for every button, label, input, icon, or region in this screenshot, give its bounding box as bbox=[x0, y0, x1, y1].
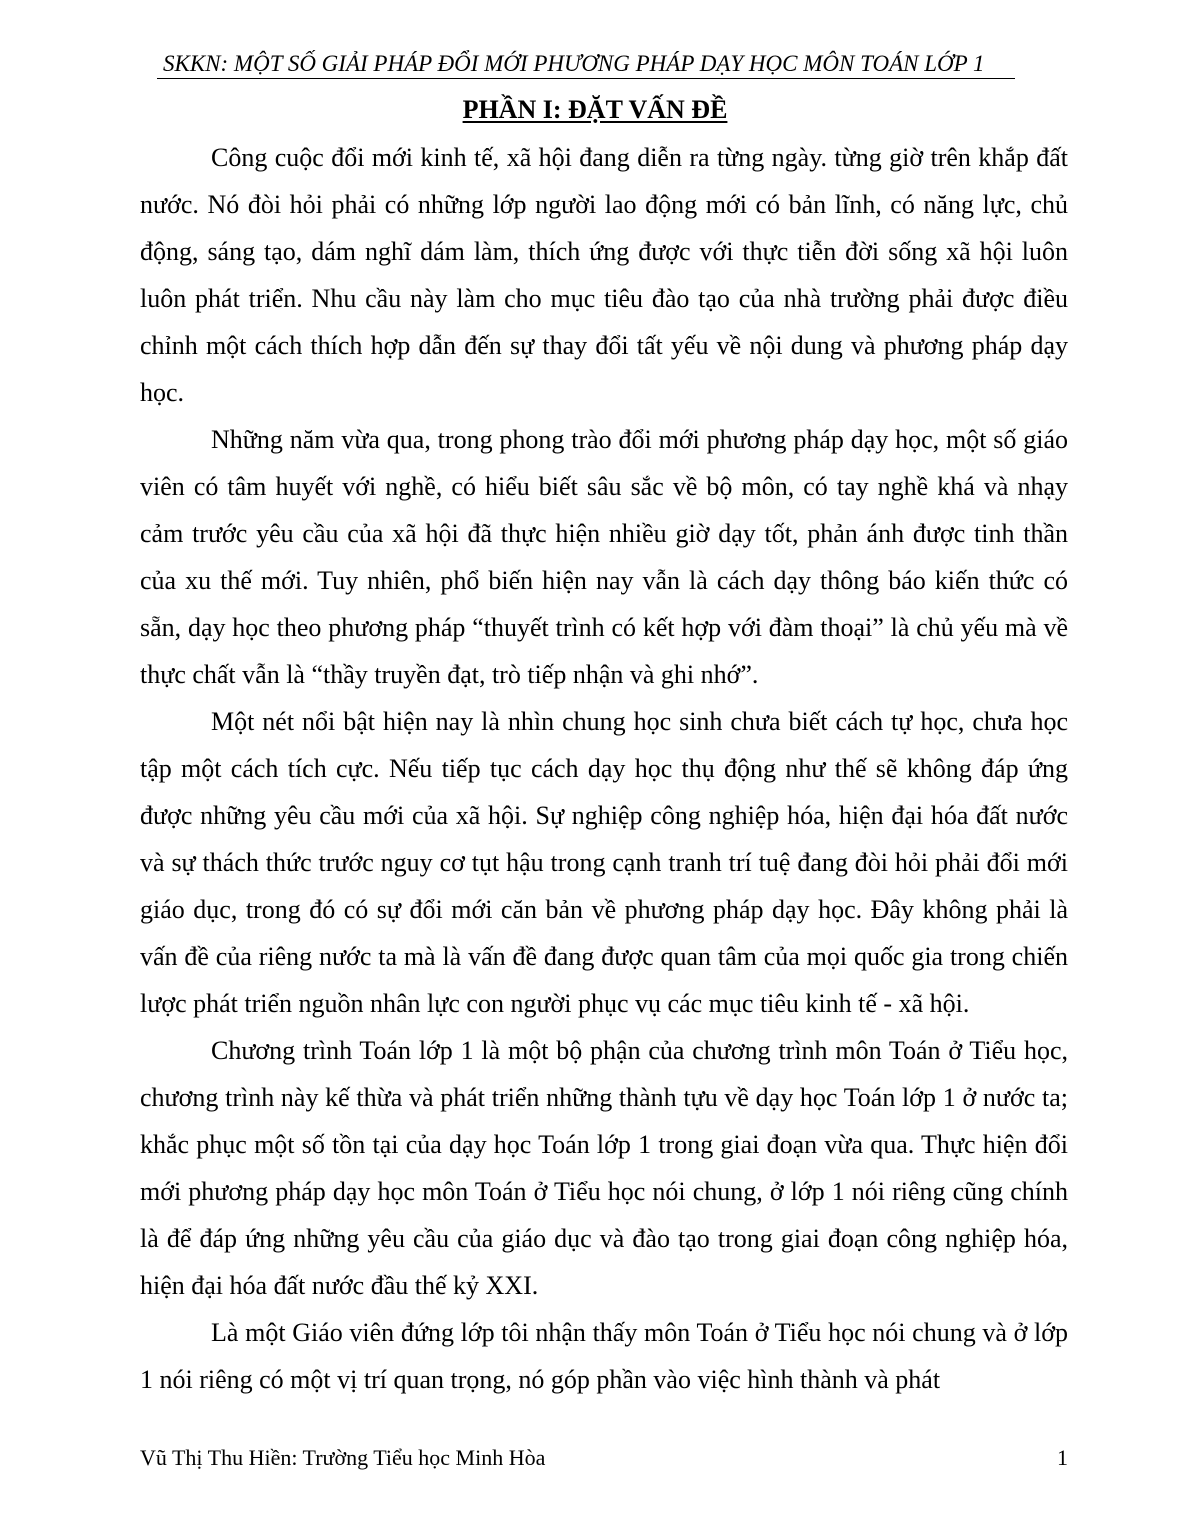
paragraph-4: Chương trình Toán lớp 1 là một bộ phận của chương trình môn Toán ở Tiểu học, chương trình này kế thừa và phát triển những thành tựu về dạy học Toán lớp 1 ở nước ta; khắc phục một số tồn tại của dạy học Toán lớp 1 trong giai đoạn vừa qua. Thực hiện đổi mới phương pháp dạy học môn Toán ở Tiểu học nói chung, ở lớp 1 nói riêng cũng chính là để đáp ứng những yêu cầu của giáo dục và đào tạo trong giai đoạn công nghiệp hóa, hiện đại hóa đất nước đầu thế kỷ XXI. bbox=[140, 1036, 1068, 1300]
paragraph-2: Những năm vừa qua, trong phong trào đổi mới phương pháp dạy học, một số giáo viên có tâm huyết với nghề, có hiểu biết sâu sắc về bộ môn, có tay nghề khá và nhạy cảm trước yêu cầu của xã hội đã thực hiện nhiều giờ dạy tốt, phản ánh được tinh thần của xu thế mới. Tuy nhiên, phổ biến hiện nay vẫn là cách dạy thông báo kiến thức có sẵn, dạy học theo phương pháp “thuyết trình có kết hợp với đàm thoại” là chủ yếu mà về thực chất vẫn là “thầy truyền đạt, trò tiếp nhận và ghi nhớ”. bbox=[140, 425, 1068, 689]
running-header: SKKN: MỘT SỐ GIẢI PHÁP ĐỔI MỚI PHƯƠNG PHÁP DẠY HỌC MÔN TOÁN LỚP 1 bbox=[157, 50, 1015, 79]
section-title bbox=[0, 92, 1190, 128]
paragraph-5: Là một Giáo viên đứng lớp tôi nhận thấy môn Toán ở Tiểu học nói chung và ở lớp 1 nói riêng có một vị trí quan trọng, nó góp phần vào việc hình thành và phát bbox=[140, 1318, 1068, 1394]
paragraph-3: Một nét nổi bật hiện nay là nhìn chung học sinh chưa biết cách tự học, chưa học tập một cách tích cực. Nếu tiếp tục cách dạy học thụ động như thế sẽ không đáp ứng được những yêu cầu mới của xã hội. Sự nghiệp công nghiệp hóa, hiện đại hóa đất nước và sự thách thức trước nguy cơ tụt hậu trong cạnh tranh trí tuệ đang đòi hỏi phải đổi mới giáo dục, trong đó có sự đổi mới căn bản về phương pháp dạy học. Đây không phải là vấn đề của riêng nước ta mà là vấn đề đang được quan tâm của mọi quốc gia trong chiến lược phát triển nguồn nhân lực con người phục vụ các mục tiêu kinh tế - xã hội. bbox=[140, 707, 1068, 1018]
document-body bbox=[140, 134, 1068, 1403]
section-title-text: PHẦN I: ĐẶT VẤN ĐỀ bbox=[462, 95, 728, 124]
page-footer bbox=[140, 1443, 1068, 1473]
paragraph-1: Công cuộc đổi mới kinh tế, xã hội đang diễn ra từng ngày. từng giờ trên khắp đất nước. Nó đòi hỏi phải có những lớp người lao động mới có bản lĩnh, có năng lực, chủ động, sáng tạo, dám nghĩ dám làm, thích ứng được với thực tiễn đời sống xã hội luôn luôn phát triển. Nhu cầu này làm cho mục tiêu đào tạo của nhà trường phải được điều chỉnh một cách thích hợp dẫn đến sự thay đổi tất yếu về nội dung và phương pháp dạy học. bbox=[140, 143, 1068, 407]
page-number: 1 bbox=[1057, 1445, 1068, 1470]
footer-author: Vũ Thị Thu Hiền: Trường Tiểu học Minh Hòa bbox=[140, 1445, 546, 1470]
